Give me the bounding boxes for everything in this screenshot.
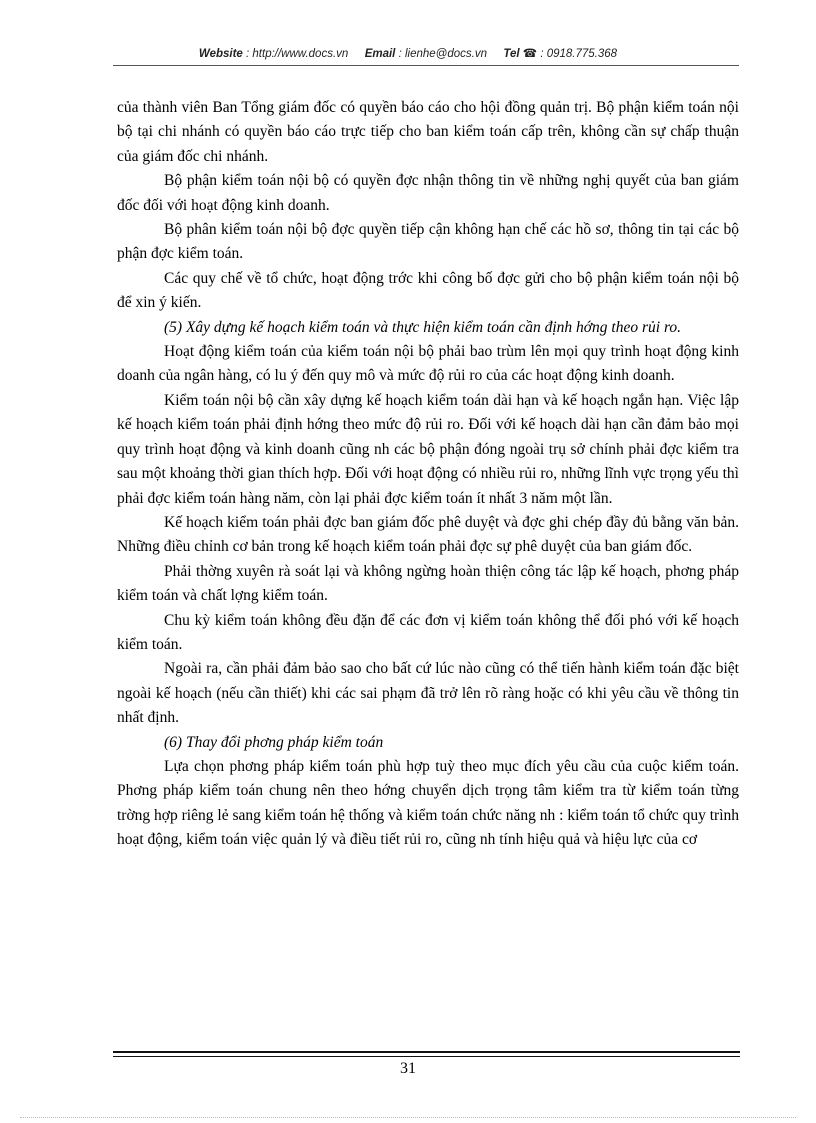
page-number: 31 bbox=[400, 1060, 416, 1077]
paragraph-1: của thành viên Ban Tổng giám đốc có quyền báo cáo cho hội đồng quản trị. Bộ phận kiểm toán nội bộ tại chi nhánh có quyền báo cáo trực tiếp cho ban kiểm toán cấp trên, không cần sự chấp thuận của giám đốc chi nhánh. bbox=[117, 99, 739, 165]
paragraph-2: Bộ phận kiểm toán nội bộ có quyền đợc nhận thông tin về những nghị quyết của ban giám đốc đối với hoạt động kinh doanh. bbox=[117, 172, 739, 214]
paragraph-7: Kiểm toán nội bộ cần xây dựng kế hoạch kiểm toán dài hạn và kế hoạch ngắn hạn. Việc lập kế hoạch kiểm toán phải định hớng theo mức độ rủi ro. Đối với kế hoạch dài hạn cần đảm bảo mọi quy trình hoạt động và kinh doanh cũng nh các bộ phận đóng ngoài trụ sở chính phải đợc kiểm tra sau một khoảng thời gian thích hợp. Đối với hoạt động có nhiều rủi ro, những lĩnh vực trọng yếu thì phải đợc kiểm toán hàng năm, còn lại phải đợc kiểm toán ít nhất 3 năm một lần. bbox=[117, 391, 739, 507]
section-heading-6: (6) Thay đổi phơng pháp kiểm toán bbox=[164, 733, 384, 751]
tel-label: Tel bbox=[503, 48, 520, 60]
paragraph-13: Lựa chọn phơng pháp kiểm toán phù hợp tuỳ theo mục đích yêu cầu của cuộc kiểm toán. Phơng pháp kiểm toán chung nên theo hớng chuyển dịch trọng tâm kiểm tra từ kiểm toán từng trờng hợp riêng lẻ sang kiểm toán hệ thống và kiểm toán chức năng nh : kiểm toán tổ chức quy trình hoạt động, kiểm toán việc quản lý và điều tiết rủi ro, cũng nh tính hiệu quả và hiệu lực của cơ bbox=[117, 757, 739, 849]
paragraph-8: Kế hoạch kiểm toán phải đợc ban giám đốc phê duyệt và đợc ghi chép đầy đủ bằng văn bản. Những điều chỉnh cơ bản trong kế hoạch kiểm toán phải đợc sự phê duyệt của ban giám đốc. bbox=[117, 513, 739, 556]
header-divider bbox=[113, 65, 739, 66]
page-header bbox=[0, 46, 816, 60]
paragraph-6: Hoạt động kiểm toán của kiểm toán nội bộ phải bao trùm lên mọi quy trình hoạt động kinh doanh của ngân hàng, có lu ý đến quy mô và mức độ rủi ro của các hoạt động kinh doanh. bbox=[117, 343, 739, 385]
paragraph-4: Các quy chế về tổ chức, hoạt động trớc khi công bố đợc gửi cho bộ phận kiểm toán nội bộ để xin ý kiến. bbox=[117, 269, 739, 312]
footer-divider-thick bbox=[113, 1051, 740, 1053]
tel-value: : 0918.775.368 bbox=[540, 48, 618, 60]
website-label: Website bbox=[198, 48, 243, 60]
email-label: Email bbox=[364, 48, 396, 60]
paragraph-11: Ngoài ra, cần phải đảm bảo sao cho bất cứ lúc nào cũng có thể tiến hành kiểm toán đặc biệt ngoài kế hoạch (nếu cần thiết) khi các sai phạm đã trở lên rõ ràng hoặc có khi yêu cầu về thông tin nhất định. bbox=[117, 660, 739, 727]
paragraph-10: Chu kỳ kiểm toán không đều đặn để các đơn vị kiểm toán không thể đối phó với kế hoạch kiểm toán. bbox=[117, 611, 739, 653]
paragraph-9: Phải thờng xuyên rà soát lại và không ngừng hoàn thiện công tác lập kế hoạch, phơng pháp kiểm toán và chất lợng kiểm toán. bbox=[117, 562, 739, 605]
section-heading-5: (5) Xây dựng kế hoạch kiểm toán và thực hiện kiểm toán cần định hớng theo rủi ro. bbox=[164, 318, 682, 336]
footer-divider-thin bbox=[113, 1056, 740, 1057]
paragraph-3: Bộ phân kiểm toán nội bộ đợc quyền tiếp cận không hạn chế các hồ sơ, thông tin tại các bộ phận đợc kiểm toán. bbox=[117, 221, 739, 263]
email-value[interactable]: : lienhe@docs.vn bbox=[398, 48, 487, 60]
phone-icon: ☎ bbox=[522, 48, 538, 60]
page-bottom-border bbox=[20, 1117, 796, 1118]
document-body bbox=[117, 96, 739, 853]
website-value[interactable]: : http://www.docs.vn bbox=[246, 48, 349, 60]
